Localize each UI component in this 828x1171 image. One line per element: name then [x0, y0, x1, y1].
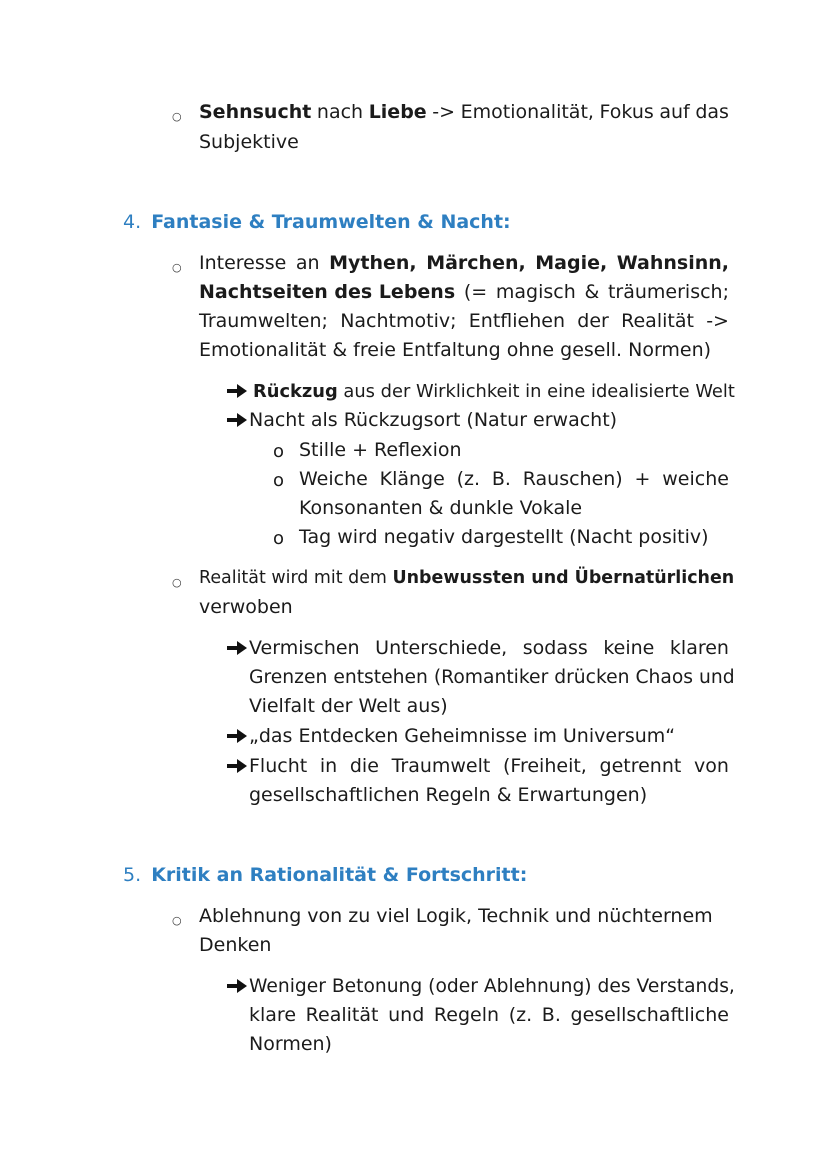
- circle-bullet-icon: o: [273, 528, 285, 549]
- s4-arrow-3-line-3: Vielfalt der Welt aus): [249, 695, 448, 717]
- s4-sub-1: Stille + Reflexion: [299, 439, 462, 461]
- s5-item1-line-1: Ablehnung von zu viel Logik, Technik und nüchternem: [199, 905, 713, 927]
- right-arrow-icon: [226, 757, 248, 775]
- top-item-line-2: Subjektive: [199, 131, 299, 153]
- s4-sub-3: Tag wird negativ dargestellt (Nacht positiv): [299, 526, 709, 548]
- s4-item1-line-3: Traumwelten; Nachtmotiv; Entfliehen der Realität ->: [199, 310, 729, 332]
- section-4-heading: [123, 208, 511, 237]
- section-number: 5.: [123, 864, 142, 886]
- s4-arrow-2-text: Nacht als Rückzugsort (Natur erwacht): [249, 409, 618, 431]
- s4-item2-line-2: verwoben: [199, 596, 293, 618]
- right-arrow-icon: [226, 411, 248, 429]
- s4-item1-line-2: Nachtseiten des Lebens (= magisch & träumerisch;: [199, 281, 729, 303]
- circle-bullet-icon: o: [273, 470, 285, 491]
- top-item-line-1: Sehnsucht nach Liebe -> Emotionalität, Fokus auf das: [199, 101, 729, 123]
- s4-sub-2-line-1: Weiche Klänge (z. B. Rauschen) + weiche: [299, 468, 729, 490]
- s4-arrow-4-text: „das Entdecken Geheimnisse im Universum“: [249, 725, 676, 747]
- circle-bullet-icon: ○: [172, 576, 182, 589]
- section-title: Fantasie & Traumwelten & Nacht:: [151, 211, 511, 233]
- right-arrow-icon: [226, 639, 248, 657]
- s5-arrow-1-line-1: Weniger Betonung (oder Ablehnung) des Verstands,: [249, 976, 735, 997]
- s5-arrow-1-line-3: Normen): [249, 1033, 332, 1055]
- s4-arrow-5-line-2: gesellschaftlichen Regeln & Erwartungen): [249, 784, 648, 806]
- right-arrow-icon: [226, 382, 248, 400]
- s5-item1-line-2: Denken: [199, 934, 272, 956]
- circle-bullet-icon: ○: [172, 914, 182, 927]
- section-title: Kritik an Rationalität & Fortschritt:: [151, 864, 528, 886]
- s5-arrow-1-line-2: klare Realität und Regeln (z. B. gesellschaftliche: [249, 1004, 729, 1026]
- s4-item1-line-4: Emotionalität & freie Entfaltung ohne gesell. Normen): [199, 339, 712, 361]
- s4-sub-2-line-2: Konsonanten & dunkle Vokale: [299, 497, 583, 519]
- s4-item1-line-1: Interesse an Mythen, Märchen, Magie, Wahnsinn,: [199, 252, 729, 274]
- circle-bullet-icon: o: [273, 441, 285, 462]
- section-5-heading: [123, 861, 527, 890]
- s4-item2-line-1: Realität wird mit dem Unbewussten und Übernatürlichen: [199, 568, 735, 588]
- s4-arrow-3-line-1: Vermischen Unterschiede, sodass keine klaren: [249, 637, 729, 659]
- right-arrow-icon: [226, 977, 248, 995]
- s4-arrow-3-line-2: Grenzen entstehen (Romantiker drücken Chaos und: [249, 667, 735, 688]
- circle-bullet-icon: ○: [172, 261, 182, 274]
- circle-bullet-icon: ○: [172, 110, 182, 123]
- right-arrow-icon: [226, 727, 248, 745]
- section-number: 4.: [123, 211, 142, 233]
- s4-arrow-1-text: Rückzug aus der Wirklichkeit in eine idealisierte Welt: [253, 381, 735, 402]
- s4-arrow-5-line-1: Flucht in die Traumwelt (Freiheit, getrennt von: [249, 755, 729, 777]
